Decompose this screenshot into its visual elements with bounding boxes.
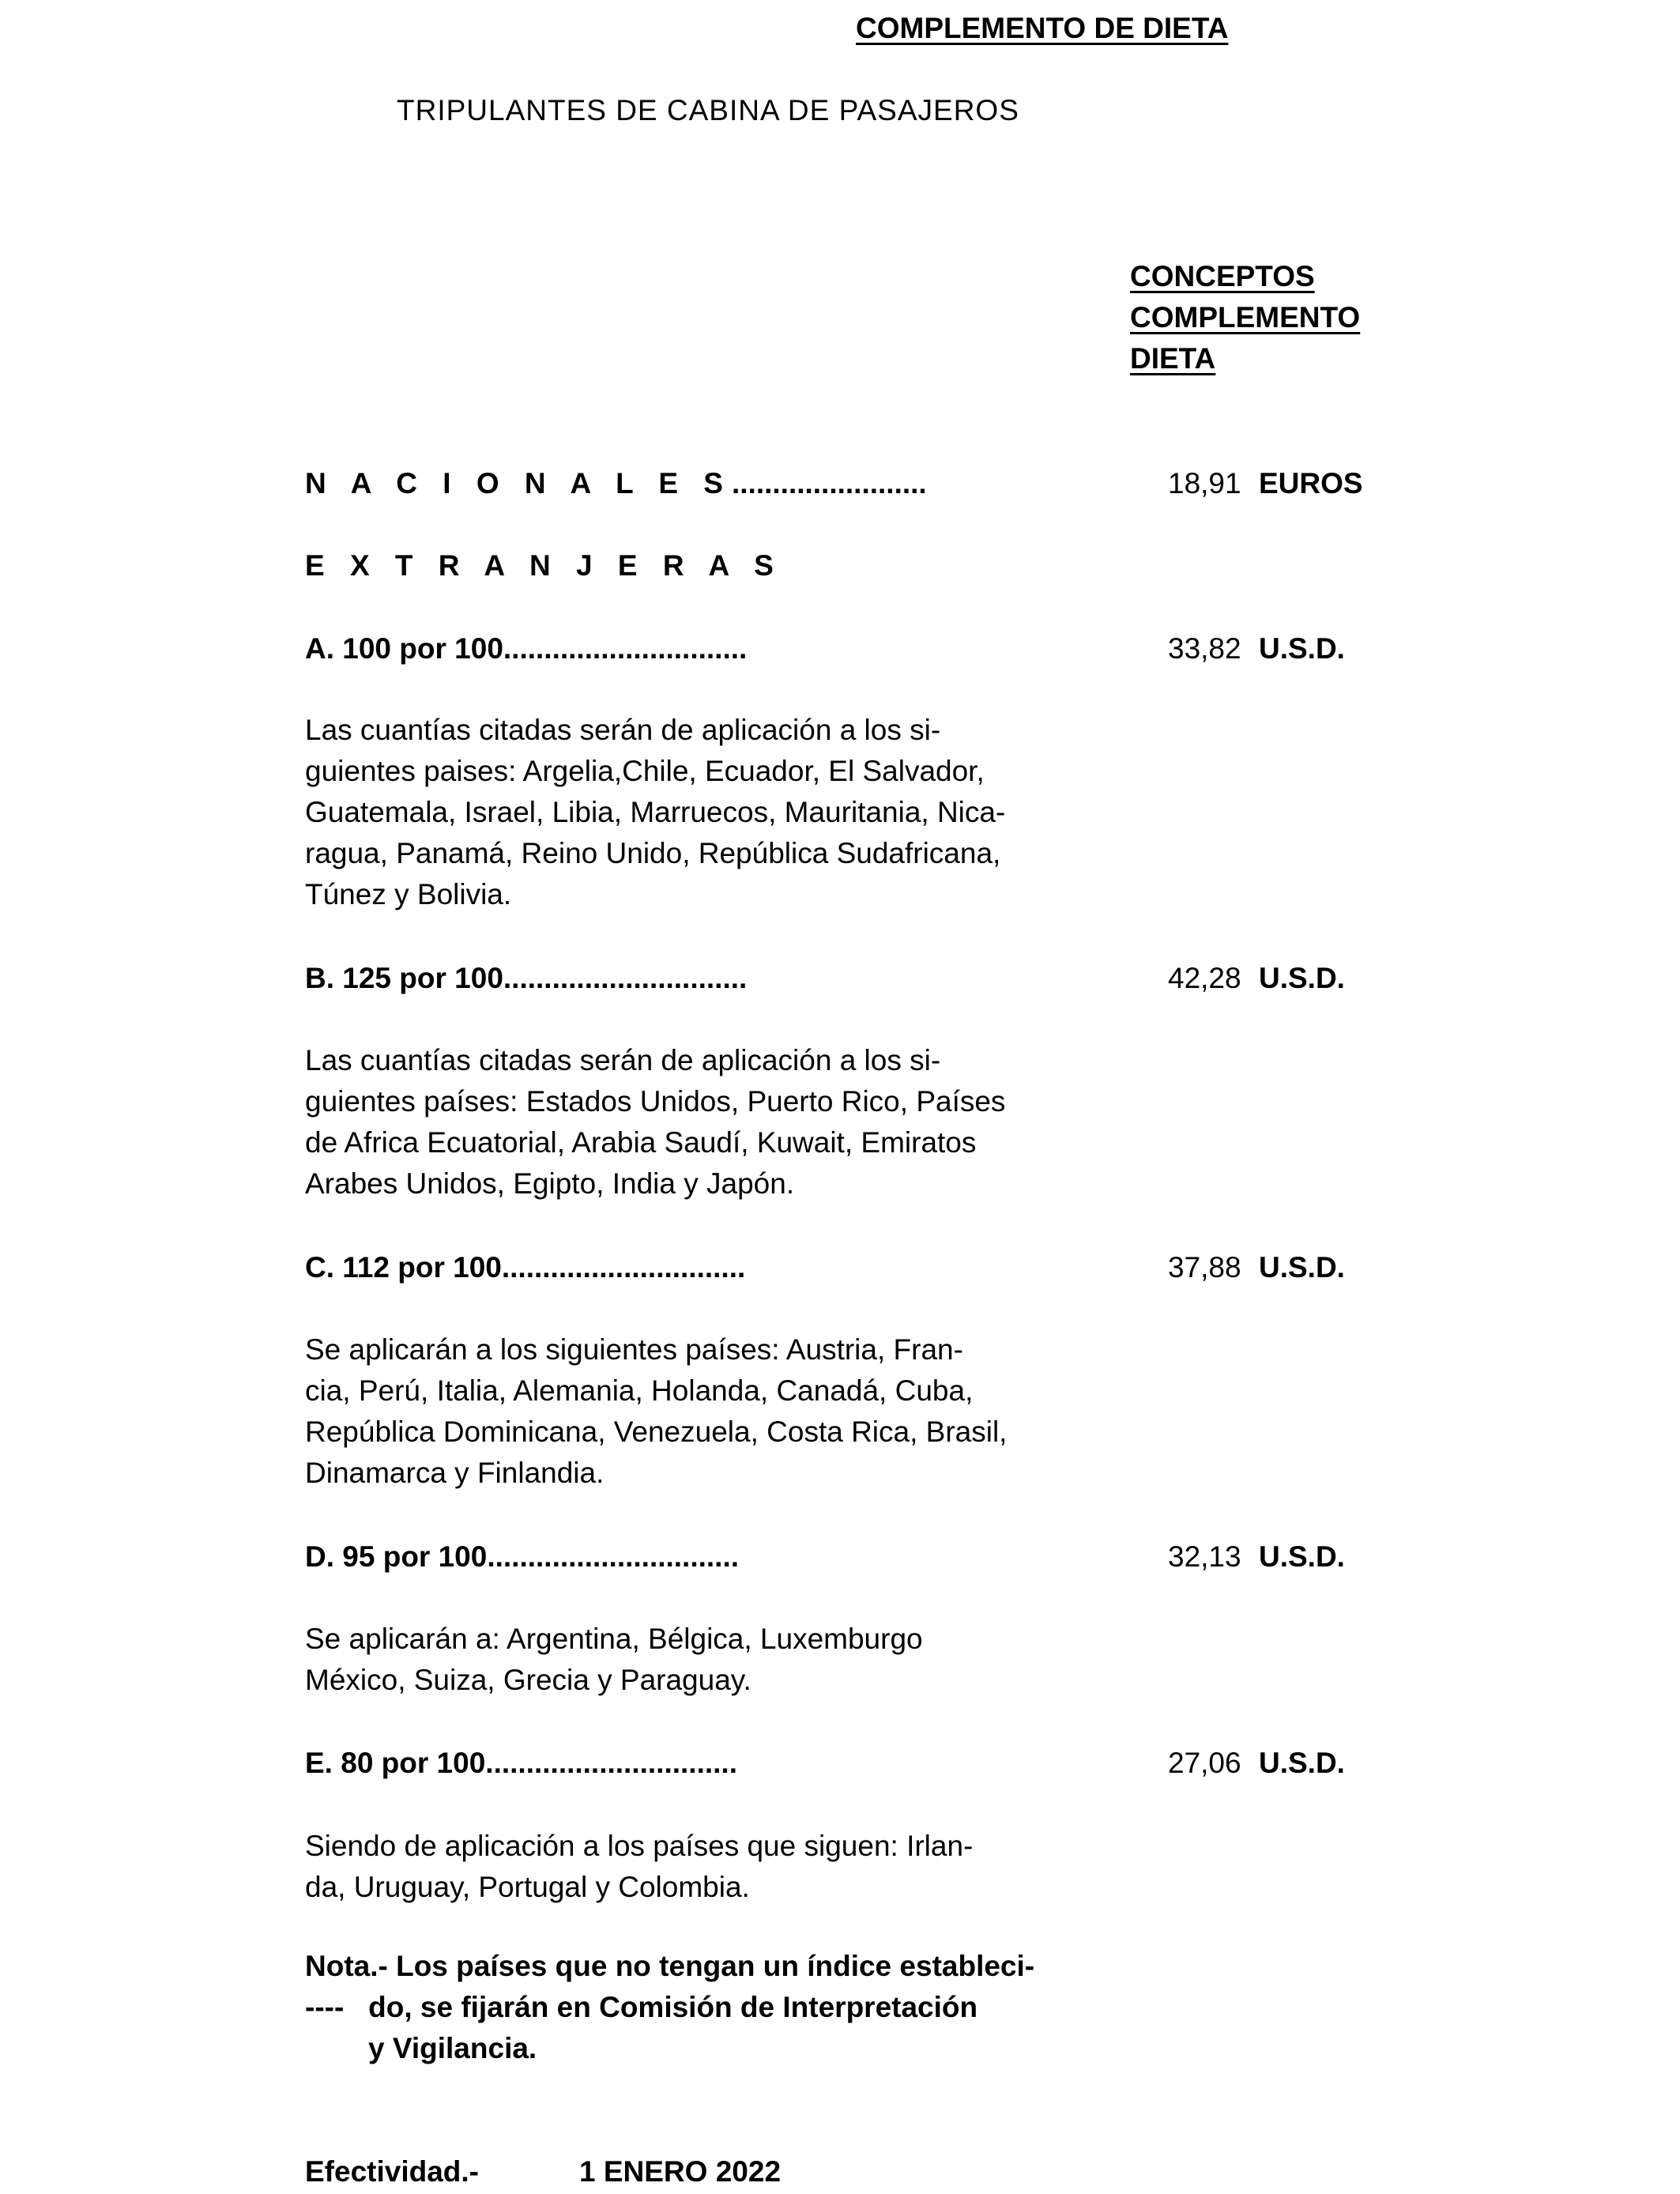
group-a-line: Túnez y Bolivia. — [305, 878, 512, 910]
group-a-description — [305, 710, 1103, 915]
group-c-amount-cell — [1168, 1247, 1345, 1288]
group-a-amount-cell — [1168, 628, 1345, 669]
column-header-line2: COMPLEMENTO — [1130, 301, 1361, 334]
group-c-label: C. 112 por 100 — [305, 1251, 502, 1284]
group-b-dots: .............................. — [503, 962, 748, 994]
document-title: COMPLEMENTO DE DIETA — [856, 12, 1229, 44]
group-c-amount: 37,88 — [1168, 1251, 1241, 1284]
group-b-line: de Africa Ecuatorial, Arabia Saudí, Kuwait, Emiratos — [305, 1126, 977, 1159]
nacionales-row — [305, 463, 927, 504]
group-d-dots: ............................... — [487, 1540, 740, 1573]
group-a-label: A. 100 por 100 — [305, 632, 503, 665]
column-header-line3: DIETA — [1130, 342, 1216, 375]
nacionales-currency: EUROS — [1259, 467, 1363, 499]
group-e-currency: U.S.D. — [1259, 1747, 1345, 1779]
group-a-line: ragua, Panamá, Reino Unido, República Sudafricana, — [305, 837, 1001, 869]
nacionales-label: N A C I O N A L E S — [305, 467, 732, 499]
group-b-amount-cell — [1168, 958, 1345, 999]
note-line: y Vigilancia. — [368, 2032, 537, 2064]
group-c-description — [305, 1329, 1103, 1494]
extranjeras-heading: E X T R A N J E R A S — [305, 549, 782, 582]
group-c-line: Se aplicarán a los siguientes países: Austria, Fran- — [305, 1333, 963, 1366]
group-a-dots: .............................. — [503, 632, 748, 665]
note-line: ---- do, se fijarán en Comisión de Interpretación — [305, 1991, 978, 2023]
group-c-row — [305, 1247, 745, 1288]
column-header-line1: CONCEPTOS — [1130, 260, 1315, 292]
effectivity-date: 1 ENERO 2022 — [579, 2155, 782, 2188]
group-d-line: México, Suiza, Grecia y Paraguay. — [305, 1664, 751, 1696]
group-e-line: Siendo de aplicación a los países que siguen: Irlan- — [305, 1830, 974, 1862]
group-e-label: E. 80 por 100 — [305, 1747, 486, 1779]
group-d-row — [305, 1536, 739, 1578]
note-line: Nota.- Los países que no tengan un índice estableci- — [305, 1950, 1035, 1982]
group-c-dots: .............................. — [501, 1251, 746, 1284]
nacionales-dots: ........................ — [731, 467, 927, 499]
group-a-line: Guatemala, Israel, Libia, Marruecos, Mauritania, Nica- — [305, 796, 1006, 828]
group-c-line: cia, Perú, Italia, Alemania, Holanda, Canadá, Cuba, — [305, 1374, 974, 1407]
group-b-line: guientes países: Estados Unidos, Puerto Rico, Países — [305, 1085, 1006, 1118]
group-d-description — [305, 1619, 1103, 1701]
group-d-label: D. 95 por 100 — [305, 1540, 488, 1573]
group-b-description — [305, 1040, 1103, 1204]
group-a-amount: 33,82 — [1168, 632, 1241, 665]
group-d-amount: 32,13 — [1168, 1540, 1241, 1573]
group-a-row — [305, 628, 747, 669]
group-c-line: Dinamarca y Finlandia. — [305, 1457, 605, 1489]
nacionales-amount-cell — [1168, 463, 1363, 504]
group-d-amount-cell — [1168, 1536, 1345, 1578]
group-a-line: guientes paises: Argelia,Chile, Ecuador, El Salvador, — [305, 755, 985, 787]
group-b-row — [305, 958, 747, 999]
group-c-line: República Dominicana, Venezuela, Costa Rica, Brasil, — [305, 1416, 1008, 1448]
group-b-currency: U.S.D. — [1259, 962, 1345, 994]
group-e-description — [305, 1826, 1103, 1908]
group-b-label: B. 125 por 100 — [305, 962, 503, 994]
nacionales-amount: 18,91 — [1168, 467, 1241, 499]
group-d-currency: U.S.D. — [1259, 1540, 1345, 1573]
group-d-line: Se aplicarán a: Argentina, Bélgica, Luxemburgo — [305, 1623, 923, 1655]
effectivity-label: Efectividad.- — [305, 2155, 479, 2188]
group-a-currency: U.S.D. — [1259, 632, 1345, 665]
group-b-line: Las cuantías citadas serán de aplicación a los si- — [305, 1044, 941, 1076]
note-block — [305, 1946, 1095, 2069]
group-e-row — [305, 1743, 737, 1784]
group-e-dots: ............................... — [485, 1747, 737, 1779]
group-e-amount-cell — [1168, 1743, 1345, 1784]
document-subtitle: TRIPULANTES DE CABINA DE PASAJEROS — [397, 94, 1019, 126]
group-e-amount: 27,06 — [1168, 1747, 1241, 1779]
group-e-line: da, Uruguay, Portugal y Colombia. — [305, 1871, 750, 1903]
group-b-line: Arabes Unidos, Egipto, India y Japón. — [305, 1167, 795, 1200]
group-b-amount: 42,28 — [1168, 962, 1241, 994]
group-a-line: Las cuantías citadas serán de aplicación a los si- — [305, 714, 941, 746]
group-c-currency: U.S.D. — [1259, 1251, 1345, 1284]
